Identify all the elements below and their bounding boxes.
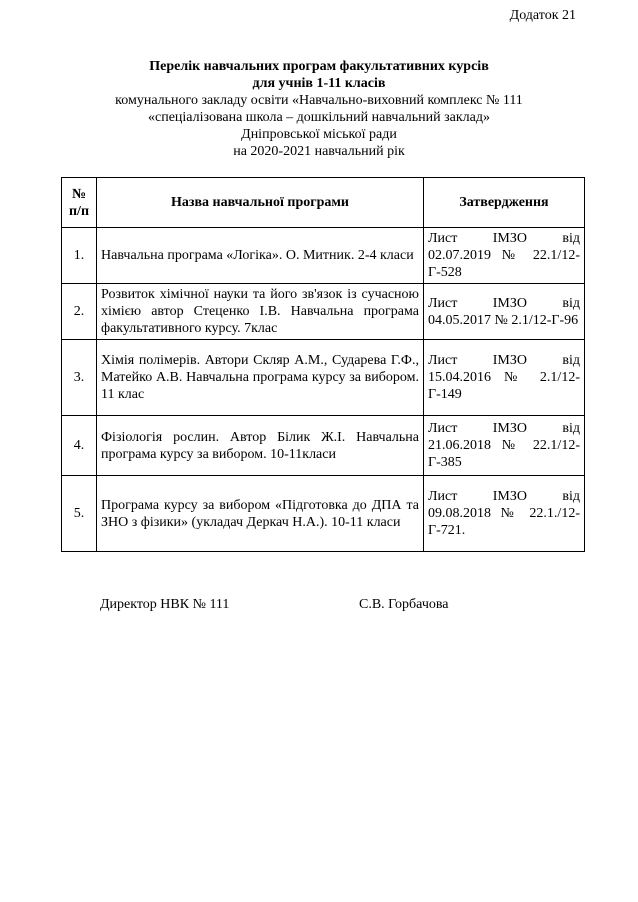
row-number: 5. [62, 476, 97, 552]
approval-line-1 [428, 488, 580, 505]
approval-details: 21.06.2018 № 22.1/12-Г-385 [428, 438, 580, 470]
approval-word-letter: Лист [428, 421, 458, 436]
approval-line-1 [428, 295, 580, 312]
appendix-label: Додаток 21 [509, 8, 576, 23]
institution-line-2: «спеціалізована школа – дошкільний навчальний заклад» [147, 110, 490, 125]
director-name: С.В. Горбачова [359, 597, 449, 612]
approval-word-letter: Лист [428, 353, 458, 368]
row-number: 3. [62, 340, 97, 416]
approval-line-1 [428, 230, 580, 247]
approval-details: 09.08.2018 № 22.1./12-Г-721. [428, 506, 580, 538]
approval-word-imzo: ІМЗО [492, 353, 527, 368]
row-number: 2. [62, 284, 97, 340]
approval-word-letter: Лист [428, 231, 458, 246]
approval-word-from: від [562, 295, 580, 311]
table-row [62, 476, 585, 552]
program-name: Хімія полімерів. Автори Скляр А.М., Сударева Г.Ф., Матейко А.В. Навчальна програма курсу за вибором. 11 клас [97, 340, 424, 416]
program-name: Фізіологія рослин. Автор Білик Ж.І. Навчальна програма курсу за вибором. 10-11класи [97, 416, 424, 476]
program-name: Розвиток хімічної науки та його зв'язок із сучасною хімією автор Стеценко І.В. Навчальна програма факультативного курсу. 7клас [97, 284, 424, 340]
table-row [62, 284, 585, 340]
approval-cell [424, 340, 585, 416]
institution-line-1: комунального закладу освіти «Навчально-виховний комплекс № 111 [115, 93, 523, 108]
approval-line-1 [428, 420, 580, 437]
approval-cell [424, 476, 585, 552]
approval-details: 04.05.2017 № 2.1/12-Г-96 [428, 312, 579, 328]
approval-cell [424, 284, 585, 340]
title-line-2: для учнів 1-11 класів [252, 76, 386, 91]
header-number [62, 178, 97, 228]
approval-word-imzo: ІМЗО [492, 231, 527, 246]
header-program-name: Назва навчальної програми [97, 178, 424, 228]
approval-word-from: від [562, 421, 580, 436]
table-row [62, 340, 585, 416]
table-row [62, 416, 585, 476]
approval-cell [424, 416, 585, 476]
program-name: Навчальна програма «Логіка». О. Митник. 2-4 класи [97, 228, 424, 284]
row-number: 1. [62, 228, 97, 284]
approval-word-letter: Лист [428, 489, 458, 504]
programs-table [61, 177, 585, 552]
approval-word-imzo: ІМЗО [492, 295, 527, 311]
table-header-row [62, 178, 585, 228]
approval-word-imzo: ІМЗО [492, 421, 527, 436]
approval-details: 15.04.2016 № 2.1/12-Г-149 [428, 370, 580, 402]
approval-word-letter: Лист [428, 295, 458, 311]
approval-details: 02.07.2019 № 22.1/12-Г-528 [428, 248, 580, 280]
academic-year-line: на 2020-2021 навчальний рік [233, 144, 405, 159]
approval-line-1 [428, 352, 580, 369]
title-line-1: Перелік навчальних програм факультативних курсів [149, 59, 489, 74]
approval-word-from: від [562, 489, 580, 504]
header-approval: Затвердження [424, 178, 585, 228]
header-number-line-1: № [71, 186, 87, 202]
approval-word-from: від [562, 231, 580, 246]
row-number: 4. [62, 416, 97, 476]
document-header [0, 58, 638, 160]
approval-word-from: від [562, 353, 580, 368]
program-name: Програма курсу за вибором «Підготовка до ДПА та ЗНО з фізики» (укладач Деркач Н.А.). 10-11 класи [97, 476, 424, 552]
institution-line-3: Дніпровської міської ради [241, 127, 397, 142]
director-position: Директор НВК № 111 [100, 597, 230, 612]
approval-word-imzo: ІМЗО [492, 489, 527, 504]
approval-cell [424, 228, 585, 284]
header-number-line-2: п/п [68, 203, 90, 219]
table-row [62, 228, 585, 284]
